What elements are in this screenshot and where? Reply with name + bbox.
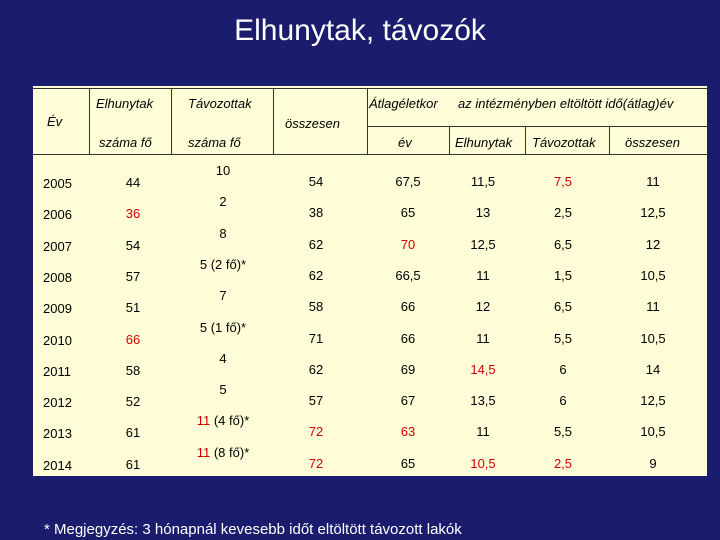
header-tavozottak2: Távozottak [532, 135, 596, 150]
table-cell-elhunytak: 66 [125, 331, 141, 347]
table-cell-osszesen: 72 [308, 424, 324, 440]
table-cell-osszesen: 58 [308, 299, 324, 315]
header-szama-fo-1: száma fő [99, 135, 152, 150]
header-ev2: év [398, 135, 412, 150]
table-cell-year: 2012 [43, 395, 72, 411]
header-divider-2 [171, 88, 172, 154]
table-cell-osszesen: 62 [308, 267, 324, 283]
table-cell-ido-elh: 11,5 [470, 174, 496, 189]
table-cell-elhunytak: 51 [125, 300, 141, 316]
table-cell-ido-tav: 5,5 [553, 330, 573, 346]
table-cell-osszesen: 71 [308, 330, 324, 346]
table-cell-ido-elh: 12,5 [470, 236, 496, 252]
table-cell-year: 2010 [43, 332, 72, 348]
table-cell-year: 2011 [43, 363, 71, 379]
table-cell-ido-ossz: 12 [645, 236, 661, 252]
table-cell-year: 2005 [43, 176, 72, 191]
header-osszesen: összesen [285, 116, 340, 131]
table-cell-osszesen: 72 [308, 455, 324, 471]
table-cell-elhunytak: 54 [125, 237, 141, 253]
table-cell-year: 2007 [43, 238, 72, 254]
table-cell-year: 2013 [43, 426, 72, 442]
table-cell-ido-tav: 2,5 [553, 455, 573, 471]
table-cell-year: 2008 [43, 269, 72, 285]
table-cell-elhunytak: 57 [125, 268, 141, 284]
table-cell-ido-ossz: 10,5 [640, 330, 666, 346]
table-cell-ido-tav: 6 [559, 361, 567, 377]
header-divider-5 [449, 126, 450, 154]
table-cell-tavozottak: 11 (4 fő)* [196, 413, 250, 429]
table-cell-ido-ossz: 11 [646, 299, 660, 315]
table-cell-ido-tav: 2,5 [553, 205, 573, 221]
table-cell-ido-elh: 10,5 [470, 455, 496, 471]
header-border-top [33, 88, 707, 89]
table-cell-ido-ossz: 9 [649, 455, 657, 471]
table-cell-osszesen: 62 [308, 361, 324, 377]
table-cell-ido-tav: 5,5 [553, 424, 573, 440]
table-cell-ido-elh: 11 [476, 267, 490, 283]
header-elhunytak2: Elhunytak [455, 135, 513, 150]
table-cell-ido-elh: 13 [475, 205, 491, 221]
table-cell-ido-ossz: 11 [646, 174, 660, 189]
table-cell-ido-ossz: 14 [645, 361, 661, 377]
header-elhunytak: Elhunytak [96, 96, 154, 111]
table-cell-ido-elh: 11 [476, 330, 490, 346]
table-cell-atlag: 69 [400, 361, 416, 377]
header-ev: Év [47, 114, 63, 129]
table-cell-tavozottak: 7 [219, 288, 227, 304]
table-cell-atlag: 70 [400, 236, 416, 252]
table-cell-ido-ossz: 10,5 [640, 267, 666, 283]
table-cell-atlag: 67 [400, 393, 416, 409]
table-cell-ido-elh: 11 [476, 424, 490, 440]
table-cell-osszesen: 57 [308, 393, 324, 409]
header-divider-3 [273, 88, 274, 154]
header-divider-7 [609, 126, 610, 154]
table-cell-elhunytak: 61 [125, 456, 141, 472]
footnote: * Megjegyzés: 3 hónapnál kevesebb időt eltöltött távozott lakók [44, 521, 462, 538]
table-cell-year: 2014 [43, 457, 72, 473]
table-cell-ido-ossz: 12,5 [640, 393, 666, 409]
table-cell-ido-tav: 7,5 [553, 174, 573, 189]
table-cell-tavozottak: 4 [219, 350, 227, 366]
table-cell-tavozottak: 5 (1 fő)* [199, 319, 247, 335]
header-divider-6 [525, 126, 526, 154]
table-cell-atlag: 66 [400, 330, 416, 346]
table-cell-atlag: 67,5 [395, 174, 421, 189]
table-cell-tavozottak: 5 (2 fő)* [199, 256, 247, 272]
header-osszesen2: összesen [625, 135, 680, 150]
table-cell-ido-elh: 12 [475, 299, 491, 315]
table-cell-ido-elh: 13,5 [470, 393, 496, 409]
table-cell-ido-ossz: 12,5 [640, 205, 666, 221]
table-cell-year: 2006 [43, 207, 72, 223]
table-cell-tavozottak: 8 [219, 225, 227, 241]
table-cell-elhunytak: 52 [125, 394, 141, 410]
table-cell-atlag: 66,5 [395, 267, 421, 283]
table-cell-elhunytak: 44 [125, 175, 141, 190]
table-cell-ido-tav: 6 [559, 393, 567, 409]
header-border-bottom [33, 154, 707, 155]
table-cell-tavozottak: 2 [219, 194, 227, 210]
table-cell-elhunytak: 61 [125, 425, 141, 441]
table-cell-atlag: 65 [400, 205, 416, 221]
table-cell-ido-tav: 6,5 [553, 299, 573, 315]
table-cell-tavozottak: 10 [215, 163, 231, 178]
data-table [33, 86, 707, 476]
table-cell-osszesen: 38 [308, 205, 324, 221]
table-cell-atlag: 66 [400, 299, 416, 315]
table-cell-elhunytak: 36 [125, 206, 141, 222]
header-divider-4 [367, 88, 368, 154]
table-cell-atlag: 65 [400, 455, 416, 471]
header-border-mid [367, 126, 707, 127]
table-cell-ido-tav: 1,5 [553, 267, 573, 283]
table-cell-year: 2009 [43, 301, 72, 317]
table-cell-ido-tav: 6,5 [553, 236, 573, 252]
table-cell-osszesen: 54 [308, 174, 324, 189]
page-title: Elhunytak, távozók [234, 14, 486, 47]
header-ido-atlag: az intézményben eltöltött idő(átlag)év [458, 96, 674, 111]
header-szama-fo-2: száma fő [188, 135, 241, 150]
table-cell-osszesen: 62 [308, 236, 324, 252]
table-cell-ido-elh: 14,5 [470, 361, 496, 377]
table-cell-tavozottak: 11 (8 fő)* [196, 444, 250, 460]
table-cell-elhunytak: 58 [125, 362, 141, 378]
header-divider-1 [89, 88, 90, 154]
table-cell-tavozottak: 5 [219, 382, 227, 398]
header-atlageletkor: Átlagéletkor [369, 96, 438, 111]
header-tavozottak: Távozottak [188, 96, 252, 111]
table-cell-ido-ossz: 10,5 [640, 424, 666, 440]
table-cell-atlag: 63 [400, 424, 416, 440]
